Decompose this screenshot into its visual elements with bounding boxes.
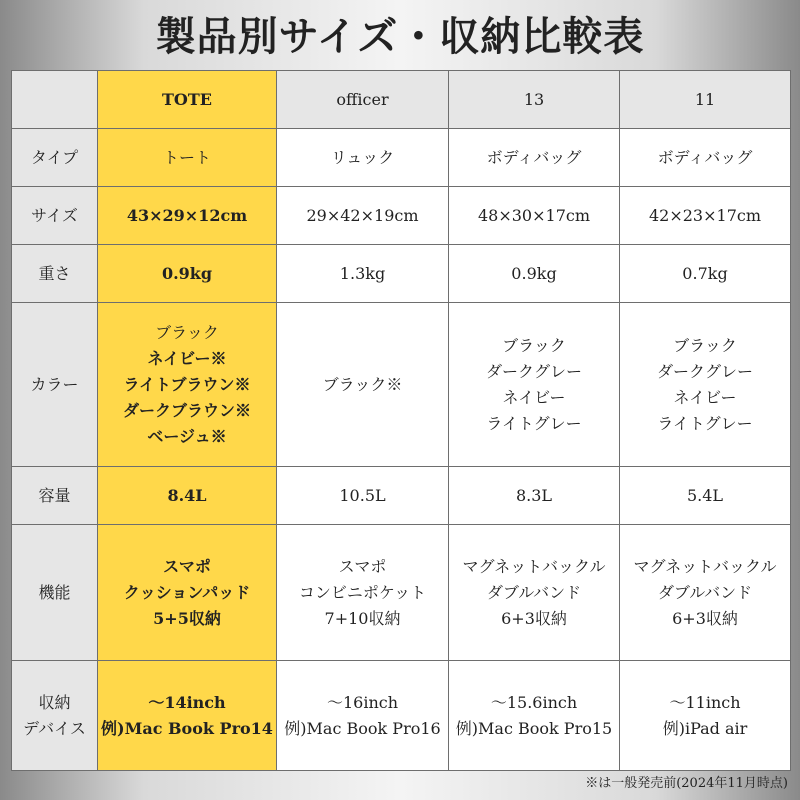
row-label-capacity: 容量 (12, 467, 98, 525)
column-header-11: 11 (620, 71, 791, 129)
row-capacity (12, 467, 791, 525)
cell-color-officer (277, 303, 449, 467)
function-item: スマポ (338, 556, 387, 576)
function-item: 6+3収納 (501, 608, 567, 628)
function-item: 5+5収納 (153, 608, 221, 628)
comparison-table (11, 70, 791, 771)
function-item: ダブルバンド (486, 582, 582, 602)
cell-type-11: ボディバッグ (620, 129, 791, 187)
color-option: ライトブラウン※ (123, 374, 251, 394)
row-label-type: タイプ (12, 129, 98, 187)
color-option: ブラック (673, 335, 737, 355)
cell-color-tote (98, 303, 277, 467)
device-example: 例)Mac Book Pro15 (455, 718, 613, 738)
cell-size-13: 48×30×17cm (449, 187, 620, 245)
cell-device-13 (449, 661, 620, 771)
row-weight (12, 245, 791, 303)
cell-size-11: 42×23×17cm (620, 187, 791, 245)
column-header-officer: officer (277, 71, 449, 129)
color-option: ダークグレー (656, 361, 753, 381)
cell-size-officer: 29×42×19cm (277, 187, 449, 245)
color-option: ライトグレー (657, 413, 753, 433)
function-item: クッションパッド (123, 582, 251, 602)
function-item: ダブルバンド (657, 582, 753, 602)
color-option: ライトグレー (486, 413, 582, 433)
cell-device-tote (98, 661, 277, 771)
cell-function-tote (98, 525, 277, 661)
column-header-13: 13 (449, 71, 620, 129)
cell-size-tote: 43×29×12cm (98, 187, 277, 245)
header-row (12, 71, 791, 129)
cell-capacity-11: 5.4L (620, 467, 791, 525)
function-item: 6+3収納 (672, 608, 738, 628)
footnote: ※は一般発売前(2024年11月時点) (585, 776, 788, 791)
cell-weight-11: 0.7kg (620, 245, 791, 303)
cell-color-11 (620, 303, 791, 467)
device-size: 〜14inch (148, 692, 226, 712)
row-label-weight: 重さ (12, 245, 98, 303)
cell-function-13 (449, 525, 620, 661)
device-size: 〜11inch (669, 692, 741, 712)
color-option: ネイビー※ (147, 348, 227, 368)
color-option: ネイビー (673, 387, 737, 407)
cell-device-officer (277, 661, 449, 771)
color-option: ネイビー (502, 387, 566, 407)
color-option: ブラック (155, 322, 219, 342)
row-color (12, 303, 791, 467)
row-label-device-line: デバイス (23, 718, 86, 738)
cell-capacity-officer: 10.5L (277, 467, 449, 525)
color-option: ブラック※ (322, 374, 403, 394)
corner-cell (12, 71, 98, 129)
row-type (12, 129, 791, 187)
row-label-color: カラー (12, 303, 98, 467)
cell-capacity-tote: 8.4L (98, 467, 277, 525)
cell-type-officer: リュック (277, 129, 449, 187)
function-item: 7+10収納 (324, 608, 401, 628)
row-label-device (12, 661, 98, 771)
cell-device-11 (620, 661, 791, 771)
cell-weight-13: 0.9kg (449, 245, 620, 303)
cell-weight-officer: 1.3kg (277, 245, 449, 303)
cell-color-13 (449, 303, 620, 467)
color-option: ブラック (502, 335, 566, 355)
color-option: ダークブラウン※ (122, 400, 251, 420)
function-item: マグネットバックル (633, 556, 777, 576)
column-header-tote: TOTE (98, 71, 277, 129)
page-title: 製品別サイズ・収納比較表 (155, 14, 645, 60)
row-label-function: 機能 (12, 525, 98, 661)
cell-weight-tote: 0.9kg (98, 245, 277, 303)
function-item: スマポ (163, 556, 211, 576)
row-size (12, 187, 791, 245)
row-label-size: サイズ (12, 187, 98, 245)
function-item: コンビニポケット (298, 582, 427, 602)
color-option: ダークグレー (485, 361, 582, 381)
function-item: マグネットバックル (462, 556, 606, 576)
cell-type-tote: トート (98, 129, 277, 187)
cell-function-11 (620, 525, 791, 661)
device-example: 例)Mac Book Pro14 (101, 718, 273, 738)
row-label-device-line: 収納 (38, 692, 71, 712)
row-function (12, 525, 791, 661)
cell-function-officer (277, 525, 449, 661)
device-size: 〜15.6inch (490, 692, 578, 712)
device-size: 〜16inch (326, 692, 399, 712)
cell-type-13: ボディバッグ (449, 129, 620, 187)
cell-capacity-13: 8.3L (449, 467, 620, 525)
color-option: ベージュ※ (147, 426, 227, 446)
device-example: 例)Mac Book Pro16 (284, 718, 441, 738)
row-device (12, 661, 791, 771)
device-example: 例)iPad air (662, 718, 748, 738)
